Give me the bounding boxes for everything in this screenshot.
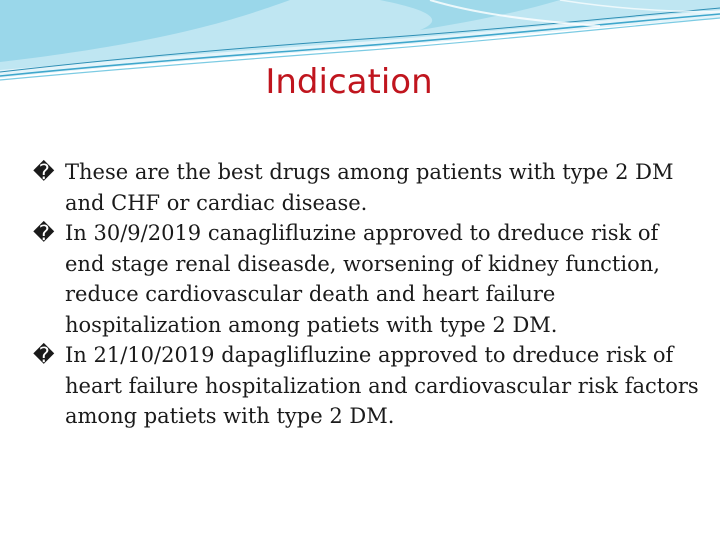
slide-title: Indication bbox=[265, 62, 433, 102]
bullet-text: In 21/10/2019 dapaglifluzine approved to dreduce risk of heart failure hospitalization and cardiovascular risk factors among patiets with type 2 DM. bbox=[65, 343, 699, 428]
bullet-replacement-icon: � bbox=[33, 343, 55, 367]
bullet-item bbox=[33, 218, 703, 340]
bullet-text: These are the best drugs among patients with type 2 DM and CHF or cardiac disease. bbox=[65, 160, 674, 215]
bullet-item bbox=[33, 157, 703, 218]
bullet-replacement-icon: � bbox=[33, 221, 55, 245]
bullet-list bbox=[33, 157, 703, 432]
bullet-replacement-icon: � bbox=[33, 160, 55, 184]
bullet-item bbox=[33, 340, 703, 432]
bullet-text: In 30/9/2019 canaglifluzine approved to dreduce risk of end stage renal diseasde, worsening of kidney function, reduce cardiovascular death and heart failure hospitalization among patiets with type 2 DM. bbox=[65, 221, 660, 337]
